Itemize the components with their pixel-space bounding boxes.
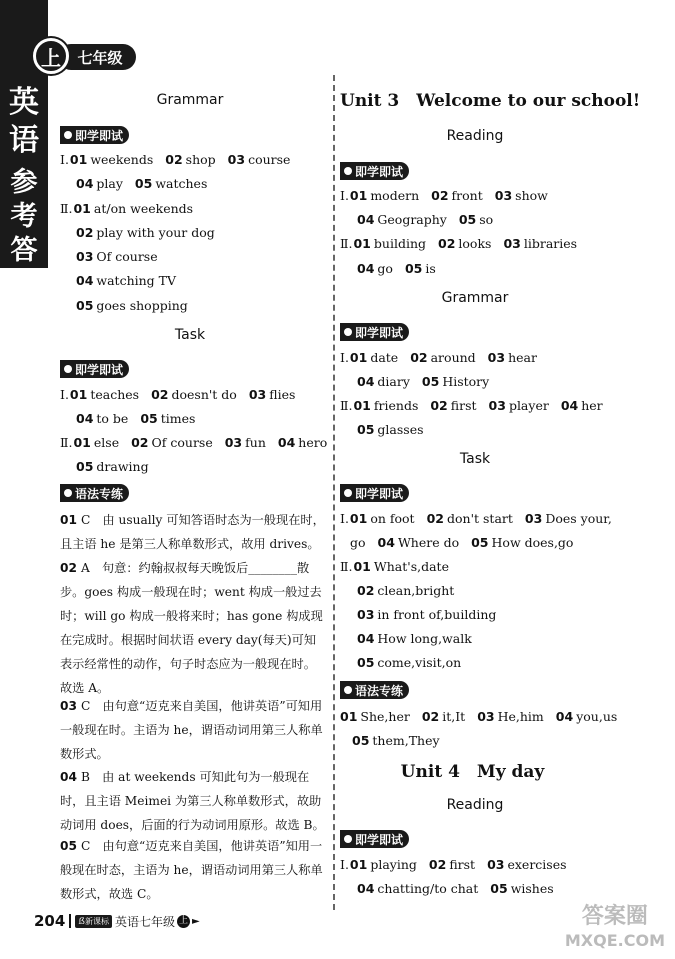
section-title-grammar: Grammar (156, 92, 224, 108)
grade-text: 七年级 (77, 48, 123, 67)
answer-text: first (449, 857, 476, 872)
answer-text: them,They (372, 733, 440, 748)
answer-text: to be (96, 411, 129, 426)
item-number: 03 (76, 249, 94, 264)
answer-text: so (479, 212, 494, 227)
item-number: 03 (60, 699, 77, 713)
item-text: C 由句意“迈克来自美国，他讲英语”可知用一般现在时。主语为 he，谓语动词用第三人称单数形式。 (60, 699, 323, 761)
tag-dot-icon (64, 131, 72, 139)
answer-text: weekends (90, 152, 154, 167)
answer-text: at/on weekends (93, 201, 194, 216)
answer-text: watches (155, 176, 208, 191)
item-text: B 由 at weekends 可知此句为一般现在时，且主语 Meimei 为第三人称单数形式，故助动词用 does，后面的行为动词用原形。故选 B。 (60, 770, 325, 832)
answer-text: playing (370, 857, 417, 872)
item-number: 05 (60, 839, 77, 853)
answer-line (357, 655, 461, 670)
answer-text: flies (269, 387, 296, 402)
item-number: 05 (458, 212, 477, 227)
item-number: 04 (357, 881, 375, 896)
item-number: 02 (131, 435, 149, 450)
item-number: 01 (73, 201, 91, 216)
item-number: 05 (352, 733, 370, 748)
answer-line (340, 857, 567, 872)
item-number: 01 (349, 188, 368, 203)
answer-line (357, 261, 436, 276)
section-marker: Ⅱ. (340, 398, 353, 413)
publisher-logo: ẞ新课标 (75, 915, 112, 928)
answer-line (76, 298, 188, 313)
answer-text: fun (245, 435, 266, 450)
item-number: 04 (76, 411, 94, 426)
answer-line (340, 559, 449, 574)
answers-title (0, 166, 48, 302)
answer-text: What's,date (373, 559, 449, 574)
answer-line (340, 236, 577, 251)
answer-text: How does,go (491, 535, 574, 550)
item-number: 02 (430, 398, 448, 413)
section-marker: Ⅰ. (60, 152, 69, 167)
item-number: 02 (410, 350, 428, 365)
item-number: 03 (487, 857, 505, 872)
answer-line (76, 225, 215, 240)
item-number: 04 (60, 770, 77, 784)
answer-text: Of course (151, 435, 213, 450)
answer-text: go (350, 535, 366, 550)
item-text: C 由 usually 可知答语时态为一般现在时，且主语 he 是第三人称单数形式，故用 drives。 (60, 513, 325, 551)
item-number: 03 (494, 188, 513, 203)
item-number: 02 (165, 152, 183, 167)
item-number: 02 (428, 857, 447, 872)
watermark-line: MXQE.COM (564, 931, 665, 950)
answer-text: looks (458, 236, 492, 251)
explanation-item (60, 834, 328, 906)
answer-text: in front of,building (377, 607, 497, 622)
answer-text: How long,walk (377, 631, 472, 646)
item-number: 01 (353, 398, 371, 413)
item-number: 04 (357, 261, 375, 276)
item-number: 03 (503, 236, 521, 251)
item-number: 04 (560, 398, 579, 413)
tag-dot-icon (344, 328, 352, 336)
answer-text: building (373, 236, 426, 251)
tag-text: 即学即试 (355, 832, 404, 847)
section-title-task: Task (459, 451, 491, 467)
answer-line (357, 212, 493, 227)
page-footer (34, 912, 200, 930)
answer-text: go (377, 261, 393, 276)
section-title-reading: Reading (446, 128, 504, 144)
answer-text: She,her (360, 709, 410, 724)
answer-text: course (248, 152, 291, 167)
answer-text: on foot (370, 511, 415, 526)
item-number: 01 (353, 559, 371, 574)
item-number: 03 (477, 709, 495, 724)
answer-text: clean,bright (377, 583, 455, 598)
subject-text: 英语 (9, 85, 39, 158)
section-marker: Ⅱ. (340, 559, 353, 574)
section-title-task: Task (174, 327, 206, 343)
tag-grammar-drill (340, 681, 409, 699)
answer-line (76, 273, 176, 288)
footer-divider (69, 914, 71, 928)
answer-text: first (450, 398, 477, 413)
item-number: 04 (76, 176, 94, 191)
answer-text: teaches (90, 387, 140, 402)
answer-text: History (442, 374, 490, 389)
answer-line (357, 374, 489, 389)
answer-line (60, 435, 327, 450)
item-number: 04 (357, 212, 375, 227)
answer-text: play with your dog (96, 225, 215, 240)
item-number: 01 (349, 511, 368, 526)
section-marker: Ⅰ. (340, 188, 349, 203)
item-number: 04 (76, 273, 94, 288)
item-number: 05 (76, 459, 94, 474)
tag-dot-icon (344, 489, 352, 497)
volume-badge: 上 (178, 915, 188, 926)
item-number: 05 (471, 535, 489, 550)
column-divider (333, 75, 335, 910)
tag-practice (60, 126, 129, 144)
answer-text: goes shopping (96, 298, 188, 313)
grade-badge: 上 (33, 38, 69, 74)
answer-text: chatting/to chat (377, 881, 479, 896)
answer-text: hear (508, 350, 537, 365)
answer-text: come,visit,on (377, 655, 462, 670)
item-number: 05 (134, 176, 153, 191)
tag-dot-icon (344, 835, 352, 843)
section-marker: Ⅱ. (340, 236, 353, 251)
item-number: 04 (555, 709, 574, 724)
item-number: 05 (76, 298, 94, 313)
answer-line (76, 411, 195, 426)
answer-text: glasses (377, 422, 424, 437)
tag-text: 即学即试 (75, 128, 124, 143)
answer-line (352, 733, 440, 748)
answer-line (357, 583, 454, 598)
answer-line (60, 152, 290, 167)
section-title-reading: Reading (446, 797, 504, 813)
item-number: 02 (357, 583, 375, 598)
answer-text: it,It (442, 709, 466, 724)
item-number: 03 (524, 511, 543, 526)
tag-dot-icon (344, 167, 352, 175)
item-text: C 由句意“迈克来自美国，他讲英语”知用一般现在时态，主语为 he，谓语动词用第三人称单数形式，故选 C。 (60, 839, 323, 901)
answer-line (76, 249, 158, 264)
answer-text: watching TV (96, 273, 177, 288)
item-number: 01 (69, 152, 88, 167)
section-marker: Ⅱ. (60, 201, 73, 216)
item-number: 05 (357, 422, 375, 437)
answer-text: else (93, 435, 120, 450)
item-text: A 句意：约翰叔叔每天晚饭后________散步。goes 构成一般现在时；went 构成一般过去时；will go 构成一般将来时；has gone 构成现在完成时。根据时间状语 every day(每天)可知表示经常性的动作，句子时态应为一般现在时。故选 A。 (60, 561, 323, 695)
explanation-item (60, 556, 328, 700)
answer-text: front (451, 188, 483, 203)
unit-title: Unit 3 Welcome to our school! (340, 91, 641, 111)
tag-practice (60, 360, 129, 378)
answer-line (340, 398, 603, 413)
item-number: 03 (227, 152, 246, 167)
answer-text: show (515, 188, 548, 203)
tag-text: 即学即试 (75, 362, 124, 377)
arrow-right-icon: ► (191, 915, 200, 927)
tag-practice (340, 484, 409, 502)
item-number: 01 (69, 387, 88, 402)
answer-text: exercises (507, 857, 567, 872)
answer-text: Does your, (545, 511, 612, 526)
item-number: 01 (349, 350, 368, 365)
explanation-item (60, 694, 328, 766)
section-marker: Ⅰ. (340, 857, 349, 872)
item-number: 04 (277, 435, 296, 450)
answer-text: times (160, 411, 196, 426)
section-marker: Ⅰ. (340, 350, 349, 365)
answer-text: diary (377, 374, 410, 389)
unit-title: Unit 4 My day (400, 762, 545, 782)
tag-text: 即学即试 (355, 164, 404, 179)
tag-practice (340, 323, 409, 341)
item-number: 03 (248, 387, 267, 402)
answer-text: is (425, 261, 436, 276)
tag-grammar-drill (60, 484, 129, 502)
answer-line (60, 387, 295, 402)
answer-text: shop (185, 152, 216, 167)
answer-line (340, 188, 548, 203)
answer-text: play (96, 176, 123, 191)
item-number: 01 (340, 709, 358, 724)
tag-text: 语法专练 (355, 683, 404, 698)
answer-text: He,him (497, 709, 544, 724)
answer-line (357, 422, 424, 437)
section-marker: Ⅱ. (60, 435, 73, 450)
answer-text: player (508, 398, 549, 413)
item-number: 02 (76, 225, 94, 240)
item-number: 02 (60, 561, 77, 575)
answers-text: 参考答案 (10, 167, 38, 300)
item-number: 05 (140, 411, 158, 426)
item-number: 04 (377, 535, 395, 550)
tag-practice (340, 830, 409, 848)
item-number: 04 (357, 374, 375, 389)
item-number: 01 (73, 435, 91, 450)
answer-text: drawing (96, 459, 149, 474)
item-number: 05 (490, 881, 508, 896)
section-marker: Ⅰ. (340, 511, 349, 526)
item-number: 02 (431, 188, 449, 203)
item-number: 01 (353, 236, 371, 251)
book-title: 英语七年级 (114, 914, 175, 929)
answer-line (357, 631, 472, 646)
tag-dot-icon (64, 365, 72, 373)
answer-text: date (370, 350, 399, 365)
answer-text: don't start (447, 511, 513, 526)
answer-text: Where do (397, 535, 460, 550)
item-number: 02 (438, 236, 456, 251)
page-number: 204 (34, 912, 66, 930)
watermark (565, 905, 665, 953)
section-marker: Ⅰ. (60, 387, 69, 402)
explanation-item (60, 508, 328, 556)
answer-text: Geography (377, 212, 447, 227)
answer-line (340, 350, 537, 365)
item-number: 02 (421, 709, 440, 724)
answer-line (357, 881, 554, 896)
grade-label (58, 44, 136, 70)
tag-dot-icon (64, 489, 72, 497)
answer-text: doesn't do (171, 387, 237, 402)
answer-text: wishes (510, 881, 554, 896)
item-number: 03 (357, 607, 375, 622)
section-title-grammar: Grammar (441, 290, 509, 306)
item-number: 05 (357, 655, 375, 670)
answer-line (76, 459, 149, 474)
tag-dot-icon (344, 686, 352, 694)
item-number: 03 (487, 350, 506, 365)
answer-text: friends (373, 398, 419, 413)
answer-line (340, 511, 612, 526)
answer-text: you,us (576, 709, 618, 724)
tag-text: 即学即试 (355, 486, 404, 501)
watermark-line: 答案圈 (581, 904, 648, 929)
item-number: 01 (349, 857, 368, 872)
explanation-item (60, 765, 328, 837)
answer-line (76, 176, 207, 191)
item-number: 01 (60, 513, 77, 527)
item-number: 03 (488, 398, 506, 413)
answer-line (60, 201, 193, 216)
item-number: 02 (151, 387, 169, 402)
answer-text: hero (298, 435, 328, 450)
answer-text: libraries (523, 236, 578, 251)
subject-title (0, 84, 48, 160)
item-number: 02 (426, 511, 444, 526)
tag-practice (340, 162, 409, 180)
answer-text: around (430, 350, 476, 365)
item-number: 05 (421, 374, 440, 389)
answer-line (340, 709, 617, 724)
answer-line (350, 535, 573, 550)
answer-line (357, 607, 496, 622)
answer-text: her (581, 398, 603, 413)
tag-text: 即学即试 (355, 325, 404, 340)
item-number: 03 (224, 435, 243, 450)
answer-text: modern (370, 188, 420, 203)
tag-text: 语法专练 (75, 486, 124, 501)
answer-text: Of course (96, 249, 158, 264)
item-number: 05 (404, 261, 423, 276)
item-number: 04 (357, 631, 375, 646)
